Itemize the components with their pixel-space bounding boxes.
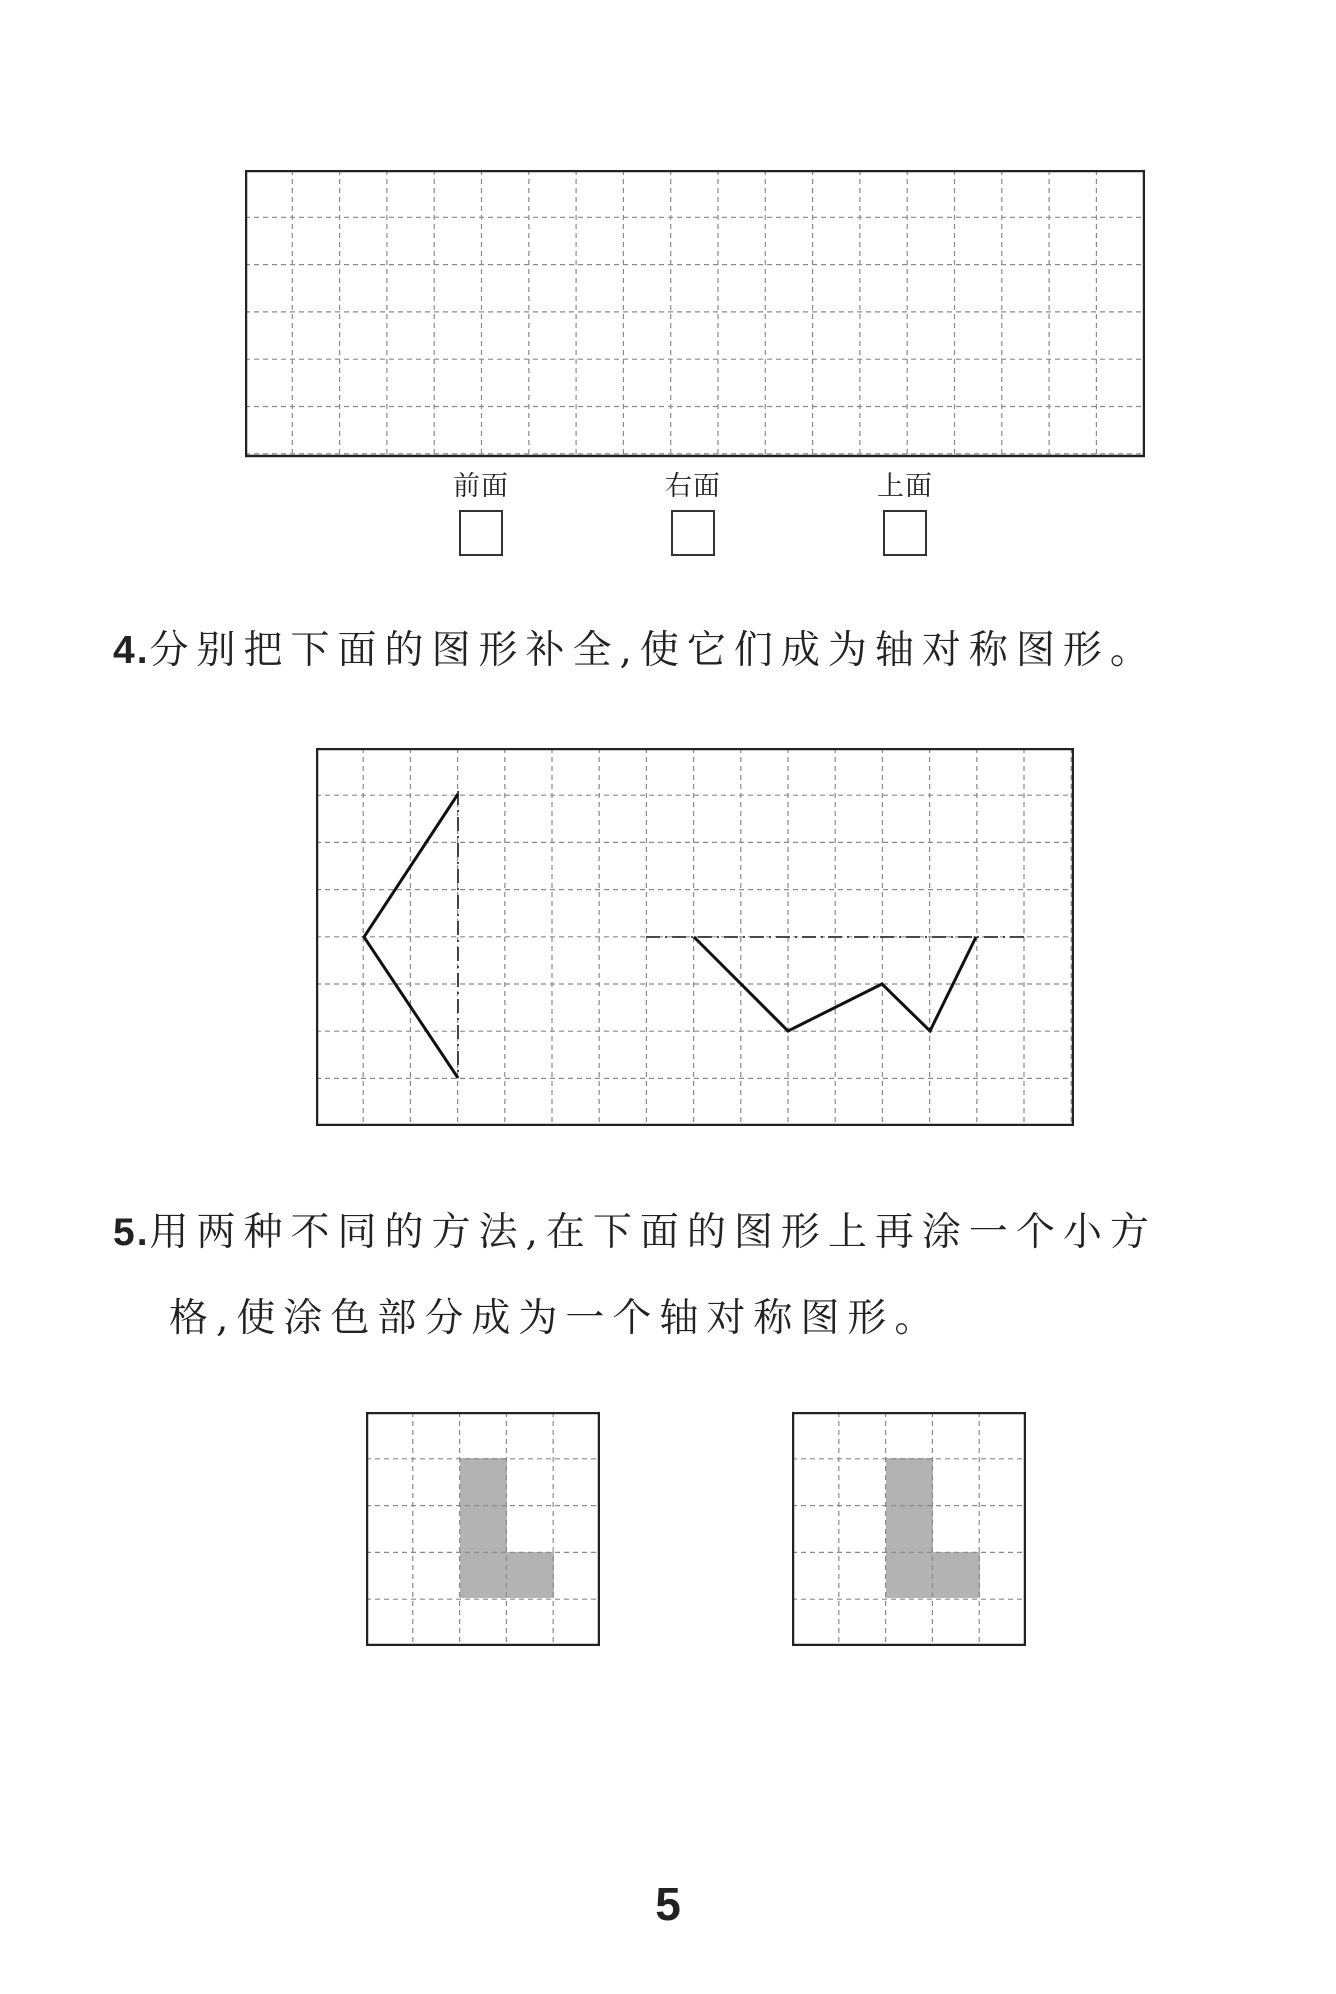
shading-grid-method-a[interactable]	[366, 1412, 600, 1646]
question-5-number: 5.	[113, 1211, 150, 1254]
view-label-top: 上面	[877, 471, 933, 502]
question-5	[113, 1190, 1243, 1362]
answer-box-front[interactable]	[459, 510, 503, 556]
half-figure-arrow	[364, 794, 458, 1078]
question-4-number: 4.	[113, 629, 150, 672]
view-label-front: 前面	[453, 471, 509, 502]
drawing-grid-views[interactable]	[245, 170, 1145, 460]
symmetry-completion-grid[interactable]	[316, 748, 1074, 1126]
question-4-text: 分别把下面的图形补全,使它们成为轴对称图形。	[149, 628, 1157, 673]
view-label-right: 右面	[665, 471, 721, 502]
question-5-line2: 格,使涂色部分成为一个轴对称图形。	[169, 1296, 942, 1341]
question-4	[113, 608, 1243, 694]
question-5-line1: 用两种不同的方法,在下面的图形上再涂一个小方	[149, 1210, 1157, 1255]
answer-box-right[interactable]	[671, 510, 715, 556]
page-number: 5	[655, 1878, 681, 1930]
answer-box-top[interactable]	[883, 510, 927, 556]
shading-grid-method-b[interactable]	[792, 1412, 1026, 1646]
